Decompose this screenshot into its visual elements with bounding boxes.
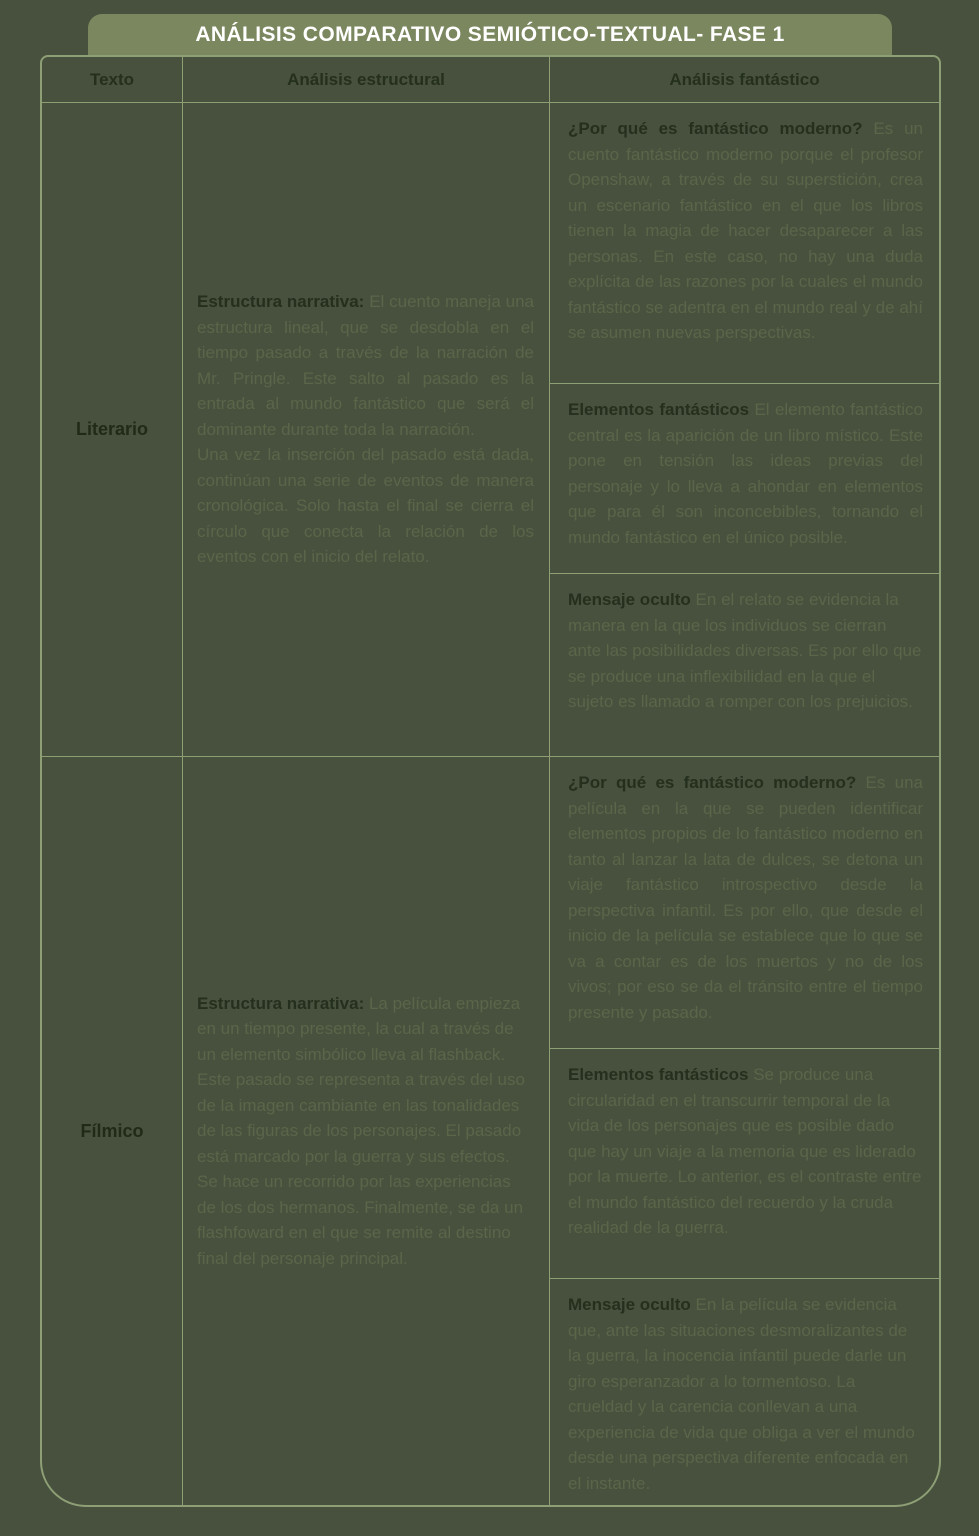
column-header-analisis-fantastico: Análisis fantástico	[550, 57, 939, 103]
section-heading: ¿Por qué es fantástico moderno?	[568, 773, 857, 792]
estructural-heading: Estructura narrativa:	[197, 993, 365, 1013]
section-filmico-mensaje-oculto	[550, 1279, 939, 1505]
cell-filmico-fantastico	[550, 757, 939, 1505]
comparison-table	[40, 55, 941, 1507]
paragraph	[568, 770, 923, 1025]
paragraph	[568, 116, 923, 346]
section-literario-mensaje-oculto	[550, 574, 939, 756]
cell-filmico-estructural	[183, 757, 550, 1505]
section-literario-elementos-fantasticos	[550, 384, 939, 574]
page-title: ANÁLISIS COMPARATIVO SEMIÓTICO-TEXTUAL- FASE 1	[88, 14, 892, 55]
paragraph	[568, 587, 923, 715]
section-body: Es un cuento fantástico moderno porque el profesor Openshaw, a través de su superstición, crea un escenario fantástico en el que los libros tienen la magia de hacer desaparecer a las personas. En este caso, no hay una duda explícita de las razones por la cuales el mundo fantástico se adentra en el mundo real y de ahí se asumen nuevas perspectivas.	[568, 119, 923, 342]
section-heading: ¿Por qué es fantástico moderno?	[568, 119, 863, 138]
estructural-body: La película empieza en un tiempo presente, la cual a través de un elemento simbólico lleva al flashback. Este pasado se representa a través del uso de la imagen cambiante en las tonalidades de las figuras de los personajes. El pasado está marcado por la guerra y sus efectos. Se hace un recorrido por las experiencias de los dos hermanos. Finalmente, se da un flashfoward en el que se remite al destino final del personaje principal.	[197, 993, 525, 1268]
section-heading: Mensaje oculto	[568, 590, 691, 609]
column-header-analisis-estructural: Análisis estructural	[183, 57, 550, 103]
estructural-body: El cuento maneja una estructura lineal, que se desdobla en el tiempo pasado a través de la narración de Mr. Pringle. Este salto al pasado es la entrada al mundo fantástico que será el dominante durante toda la narración.	[197, 292, 534, 439]
section-heading: Elementos fantásticos	[568, 400, 750, 419]
paragraph-estructural-literario	[197, 289, 534, 442]
section-body: En el relato se evidencia la manera en la que los individuos se cierran ante las posibilidades diversas. Es por ello que se produce una inflexibilidad en la que el sujeto es llamado a romper con los prejuicios.	[568, 590, 922, 711]
section-body: Es una película en la que se pueden identificar elementos propios de lo fantástico moderno en tanto al lanzar la lata de dulces, se detona un viaje fantástico introspectivo desde la perspectiva infantil. Es por ello, que desde el inicio de la película se establece que lo que se va a contar es de los muertos y no de los vivos; por eso se da el tránsito entre el tiempo presente y pasado.	[568, 773, 923, 1022]
row-label-literario: Literario	[42, 103, 183, 757]
section-body: En la película se evidencia que, ante las situaciones desmoralizantes de la guerra, la inocencia infantil puede darle un giro esperanzador a lo tormentoso. La crueldad y la carencia conllevan a una experiencia de vida que obliga a ver el mundo desde una perspectiva diferente enfocada en el instante.	[568, 1295, 915, 1493]
section-body: Se produce una circularidad en el transcurrir temporal de la vida de los personajes que es posible dado que hay un viaje a la memoria que es liderado por la muerte. Lo anterior, es el contraste entre el mundo fantástico del recuerdo y la cruda realidad de la guerra.	[568, 1065, 922, 1237]
section-heading: Elementos fantásticos	[568, 1065, 749, 1084]
section-body: El elemento fantástico central es la aparición de un libro místico. Este pone en tensión las ideas previas del personaje y lo lleva a ahondar en elementos que para él son inconcebibles, tornando el mundo fantástico en el único posible.	[568, 400, 924, 547]
section-filmico-por-que-fantastico	[550, 757, 939, 1049]
paragraph-estructural-literario-2: Una vez la inserción del pasado está dada, continúan una serie de eventos de manera cronológica. Solo hasta el final se cierra el círculo que conecta la relación de los eventos con el inicio del relato.	[197, 445, 534, 567]
paragraph	[568, 397, 923, 550]
cell-literario-fantastico	[550, 103, 939, 757]
section-filmico-elementos-fantasticos	[550, 1049, 939, 1279]
cell-literario-estructural	[183, 103, 550, 757]
section-literario-por-que-fantastico	[550, 103, 939, 384]
column-header-texto: Texto	[42, 57, 183, 103]
row-label-filmico: Fílmico	[42, 757, 183, 1505]
paragraph	[568, 1292, 923, 1496]
section-heading: Mensaje oculto	[568, 1295, 691, 1314]
paragraph-estructural-filmico	[197, 991, 534, 1272]
estructural-heading: Estructura narrativa:	[197, 292, 365, 312]
paragraph	[568, 1062, 923, 1241]
